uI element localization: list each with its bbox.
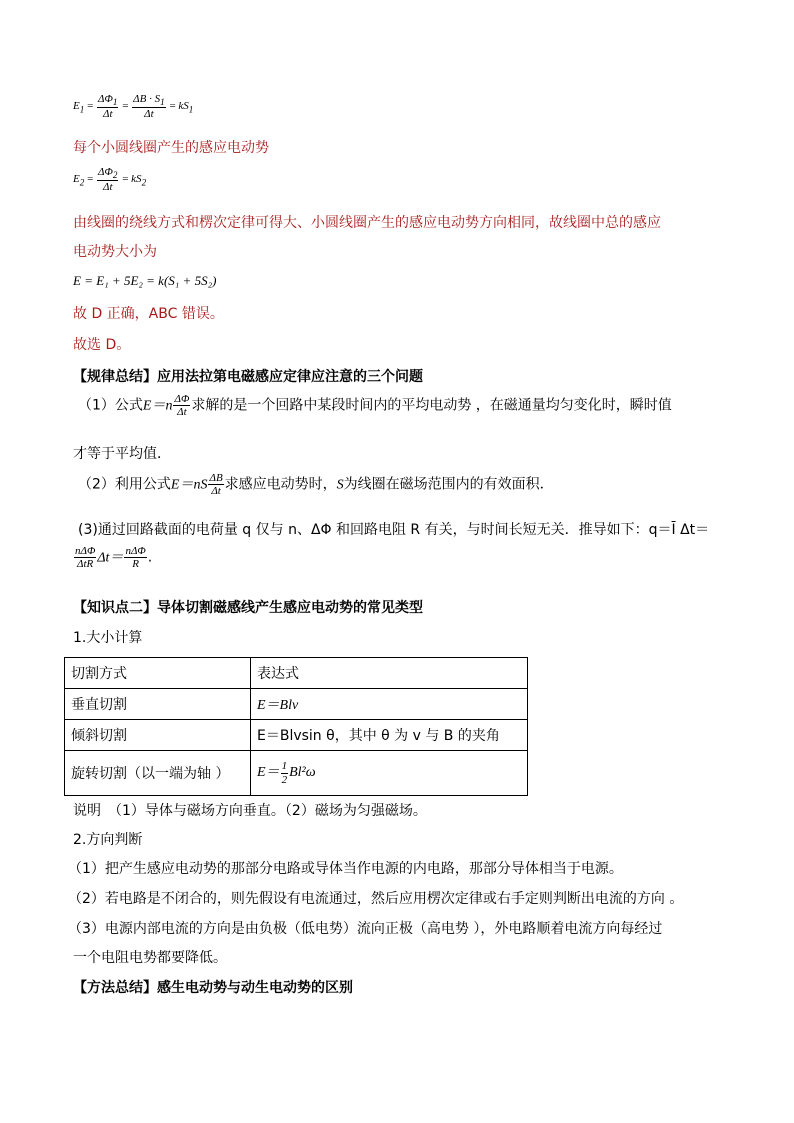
table-header-row — [65, 658, 528, 689]
table-cell-mode: 垂直切割 — [65, 689, 251, 720]
small-coil-text: 每个小圆线圈产生的感应电动势 — [73, 140, 269, 156]
formula-e-total: E = E₁ + 5E₂ = k(S₁ + 5S₂) — [73, 273, 217, 288]
rule-point-1-line2: 才等于平均值． — [73, 446, 171, 462]
table-row — [65, 751, 528, 796]
direction-text-line2: 电动势大小为 — [73, 244, 157, 260]
rule-point-1: （1）公式E＝n $\frac{\Delta\Phi}{\Delta t}$ 求解的是一个回路中某段时间内的平均电动势 ，在磁通量均匀变化时，瞬时值 — [78, 393, 672, 419]
table-cell-mode: 旋转切割（以一端为轴 ） — [65, 751, 251, 796]
cutting-types-table — [64, 657, 528, 796]
rule-point-3-formula: $\frac{\text{nΔΦ}}{\text{ΔtR}}$ Δt＝ $\frac{\text{nΔΦ}}{R}$ . — [75, 545, 153, 571]
method-summary-heading: 【方法总结】感生电动势与动生电动势的区别 — [73, 980, 353, 996]
rule-point-3: (3)通过回路截面的电荷量 q 仅与 n、ΔΦ 和回路电阻 R 有关，与时间长短无关．推导如下：q＝Ī Δt＝ — [78, 522, 710, 538]
table-cell-mode: 倾斜切割 — [65, 720, 251, 751]
direction-point-2: （2）若电路是不闭合的，则先假设有电流通过，然后应用楞次定律或右手定则判断出电流的方向 。 — [68, 891, 684, 907]
direction-point-1: （1）把产生感应电动势的那部分电路或导体当作电源的内电路，那部分导体相当于电源。 — [68, 861, 623, 877]
table-cell-expression: E＝ $\frac{1}{2}$ Bl²ω — [251, 751, 528, 796]
table-cell-expression: E＝Blv — [251, 689, 528, 720]
direction-point-3-line1: （3）电源内部电流的方向是由负极（低电势）流向正极（高电势 ），外电路顺着电流方向每经过 — [68, 921, 663, 937]
rule-point-2: （2）利用公式E＝nS $\frac{\Delta B}{\Delta t}$ 求感应电动势时，S为线圈在磁场范围内的有效面积． — [78, 472, 554, 498]
conclusion-text: 故 D 正确，ABC 错误。 — [73, 306, 224, 322]
rule-summary-heading: 【规律总结】应用法拉第电磁感应定律应注意的三个问题 — [73, 369, 423, 385]
answer-text: 故选 D。 — [73, 337, 131, 353]
direction-text-line1: 由线圈的绕线方式和楞次定律可得大、小圆线圈产生的感应电动势方向相同，故线圈中总的感应 — [73, 215, 661, 231]
table-row — [65, 689, 528, 720]
table-header-mode: 切割方式 — [65, 658, 251, 689]
table-header-expression: 表达式 — [251, 658, 528, 689]
table-row — [65, 720, 528, 751]
subsection-magnitude: 1.大小计算 — [73, 630, 143, 646]
formula-e2: $E_2$ = $\frac{\Delta\Phi_2}{\Delta t}$ = $kS_2$ — [73, 166, 147, 194]
subsection-direction: 2.方向判断 — [73, 832, 143, 848]
direction-point-3-line2: 一个电阻电势都要降低。 — [73, 950, 227, 966]
table-note: 说明 （1）导体与磁场方向垂直。（2）磁场为匀强磁场。 — [73, 803, 427, 819]
formula-e1: $E_1$ = $\frac{\Delta\Phi_1}{\Delta t}$ = $\frac{\Delta B \cdot S_1}{\Delta t}$ = $kS_1$ — [73, 93, 194, 121]
table-cell-expression: E＝Blvsin θ，其中 θ 为 v 与 B 的夹角 — [251, 720, 528, 751]
knowledge2-heading: 【知识点二】导体切割磁感线产生感应电动势的常见类型 — [73, 600, 423, 616]
